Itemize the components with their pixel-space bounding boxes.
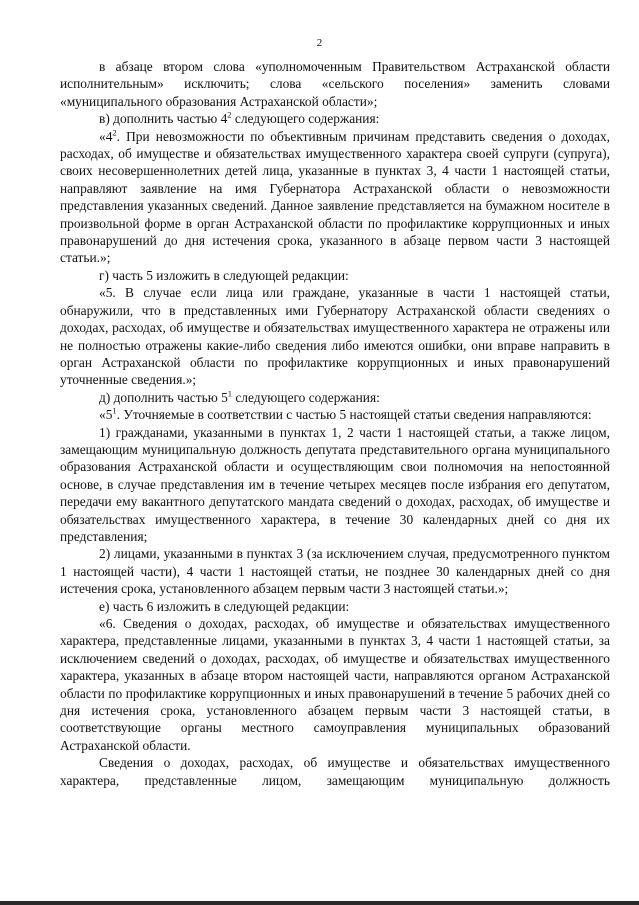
page-number: 2 bbox=[316, 37, 323, 49]
paragraph-part-5-1: «$5^1$. Уточняемые в соответствии с частью 5 настоящей статьи сведения направляются: bbox=[99, 405, 592, 423]
paragraph-subitem-2: 2) лицами, указанными в пунктах 3 (за исключением случая, предусмотренного пунктом 1 настоящей части), 4 части 1 настоящей статьи, не позднее 30 календарных дней со дня истечения срока, установленного абзацем первым части 3 настоящей статьи.»; bbox=[60, 546, 610, 597]
paragraph-part-6-second: Сведения о доходах, расходах, об имуществе и обязательствах имущественного характера, представленные лицом, замещающим муниципальную должность bbox=[60, 755, 610, 788]
paragraph-part-6: «6. Сведения о доходах, расходах, об имуществе и обязательствах имущественного характера, представленные лицами, указанными в пунктах 3, 4 части 1 настоящей статьи, за исключением сведений о доходах, расходах, об имуществе и обязательствах имущественного характера, указанных в абзаце втором настоящей части, направляются органом Астраханской области по профилактике коррупционных и иных правонарушений в течение 5 рабочих дней со дня истечения срока, установленного абзацем первым части 3 настоящей статьи, в соответствующие органы местного самоуправления муниципальных образований Астраханской области. bbox=[60, 616, 610, 753]
scan-bottom-edge bbox=[0, 901, 639, 905]
paragraph-item-g: г) часть 5 изложить в следующей редакции: bbox=[99, 267, 349, 283]
document-body bbox=[60, 58, 610, 789]
paragraph-replacement-words: в абзаце втором слова «уполномоченным Правительством Астраханской области исполнительным» исключить; слова «сельского поселения» заменить словами «муниципального образования Астраханской области»; bbox=[60, 59, 610, 109]
paragraph-part-4-2: «$4^2$. При невозможности по объективным причинам представить сведения о доходах, расходах, об имуществе и обязательствах имущественного характера своей супруги (супруга), своих несовершеннолетних детей лица, указанные в пунктах 3, 4 части 1 настоящей статьи, направляют заявление на имя Губернатора Астраханской области о невозможности представления указанных сведений. Данное заявление представляется на бумажном носителе в произвольной форме в орган Астраханской области по профилактике коррупционных и иных правонарушений до дня истечения срока, указанного в абзаце первом части 3 настоящей статьи.»; bbox=[60, 127, 610, 266]
paragraph-item-d: д) дополнить частью $5^1$ следующего содержания: bbox=[99, 388, 380, 405]
paragraph-part-5: «5. В случае если лица или граждане, указанные в части 1 настоящей статьи, обнаружили, что в представленных ими Губернатору Астраханской области сведениях о доходах, расходах, об имуществе и обязательствах имущественного характера не отражены или не полностью отражены какие-либо сведения либо имеются ошибки, они вправе направить в орган Астраханской области по профилактике коррупционных и иных правонарушений уточненные сведения.»; bbox=[60, 285, 610, 388]
paragraph-subitem-1: 1) гражданами, указанными в пунктах 1, 2 части 1 настоящей статьи, а также лицом, замещающим муниципальную должность депутата представительного органа муниципального образования Астраханской области и осуществляющим свои полномочия на непостоянной основе, в случае представления им в течение четырех месяцев после избрания его депутатом, передачи ему вакантного депутатского мандата сведений о доходах, расходах, об имуществе и обязательствах имущественного характера, в течение 30 календарных дней со дня их представления; bbox=[60, 424, 610, 544]
paragraph-item-v: в) дополнить частью $4^2$ следующего содержания: bbox=[99, 109, 380, 127]
paragraph-item-e: е) часть 6 изложить в следующей редакции: bbox=[99, 598, 350, 614]
